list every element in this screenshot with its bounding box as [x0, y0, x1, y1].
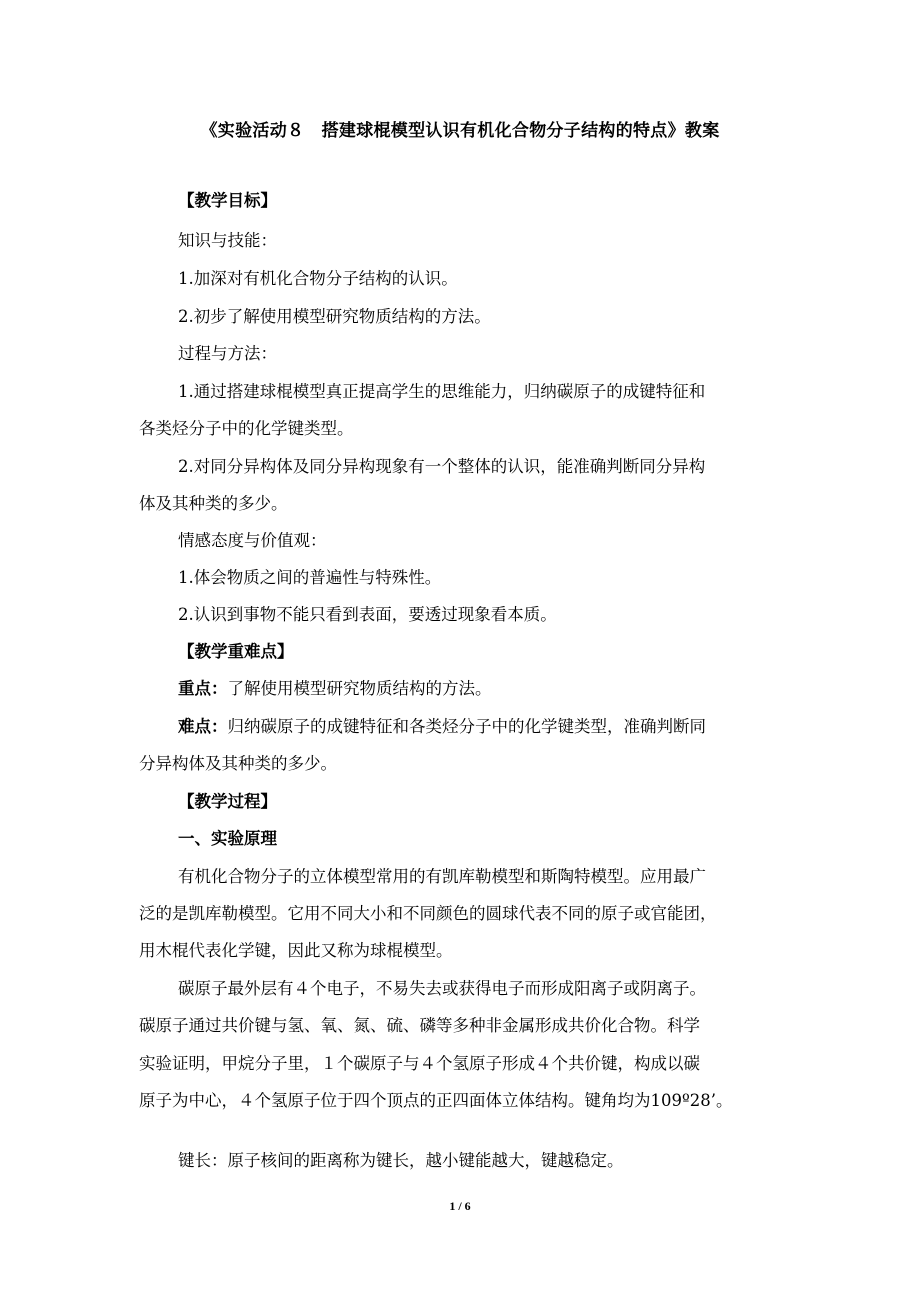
paragraph-1-line-3: 用木棍代表化学键，因此又称为球棍模型。 [139, 941, 453, 960]
emotion-item-2: 2.认识到事物不能只看到表面，要透过现象看本质。 [178, 605, 557, 624]
emotion-item-1: 1.体会物质之间的普遍性与特殊性。 [178, 568, 442, 587]
paragraph-2-line-3: 实验证明，甲烷分子里，１个碳原子与４个氢原子形成４个共价键，构成以碳 [139, 1054, 700, 1073]
goals-heading: 【教学目标】 [178, 191, 277, 210]
process-item-1-line-2: 各类烃分子中的化学键类型。 [139, 419, 354, 438]
section-1-heading: 一、实验原理 [178, 829, 277, 848]
knowledge-item-2: 2.初步了解使用模型研究物质结构的方法。 [178, 307, 491, 326]
paragraph-2-line-2: 碳原子通过共价键与氢、氧、氮、硫、磷等多种非金属形成共价化合物。科学 [139, 1016, 700, 1035]
paragraph-1-line-2: 泛的是凯库勒模型。它用不同大小和不同颜色的圆球代表不同的原子或官能团， [139, 904, 717, 923]
paragraph-3: 键长：原子核间的距离称为键长，越小键能越大，键越稳定。 [178, 1151, 624, 1170]
document-title: 《实验活动８ 搭建球棍模型认识有机化合物分子结构的特点》教案 [200, 121, 720, 141]
page-number: 1 / 6 [449, 1199, 471, 1213]
process-item-1-line-1: 1.通过搭建球棍模型真正提高学生的思维能力，归纳碳原子的成键特征和 [178, 382, 706, 401]
process-heading: 【教学过程】 [178, 792, 277, 811]
key-point-label: 重点： [178, 679, 228, 698]
hard-point-line [178, 716, 706, 738]
process-label: 过程与方法： [178, 344, 277, 363]
key-point-text: 了解使用模型研究物质结构的方法。 [227, 679, 492, 698]
hard-point-text: 归纳碳原子的成键特征和各类烃分子中的化学键类型，准确判断同 [227, 717, 706, 736]
paragraph-2-line-1: 碳原子最外层有４个电子，不易失去或获得电子而形成阳离子或阴离子。 [178, 979, 706, 998]
emotion-label: 情感态度与价值观： [178, 531, 327, 550]
process-item-2-line-1: 2.对同分异构体及同分异构现象有一个整体的认识，能准确判断同分异构 [178, 457, 706, 476]
key-points-heading: 【教学重难点】 [178, 642, 294, 661]
hard-point-label: 难点： [178, 717, 228, 736]
paragraph-1-line-1: 有机化合物分子的立体模型常用的有凯库勒模型和斯陶特模型。应用最广 [178, 867, 706, 886]
knowledge-label: 知识与技能： [178, 231, 277, 250]
process-item-2-line-2: 体及其种类的多少。 [139, 494, 288, 513]
knowledge-item-1: 1.加深对有机化合物分子结构的认识。 [178, 269, 458, 288]
hard-point-line-2: 分异构体及其种类的多少。 [139, 754, 337, 773]
key-point-line [178, 678, 492, 700]
paragraph-2-line-4: 原子为中心，４个氢原子位于四个顶点的正四面体立体结构。键角均为109º28’。 [139, 1091, 733, 1110]
